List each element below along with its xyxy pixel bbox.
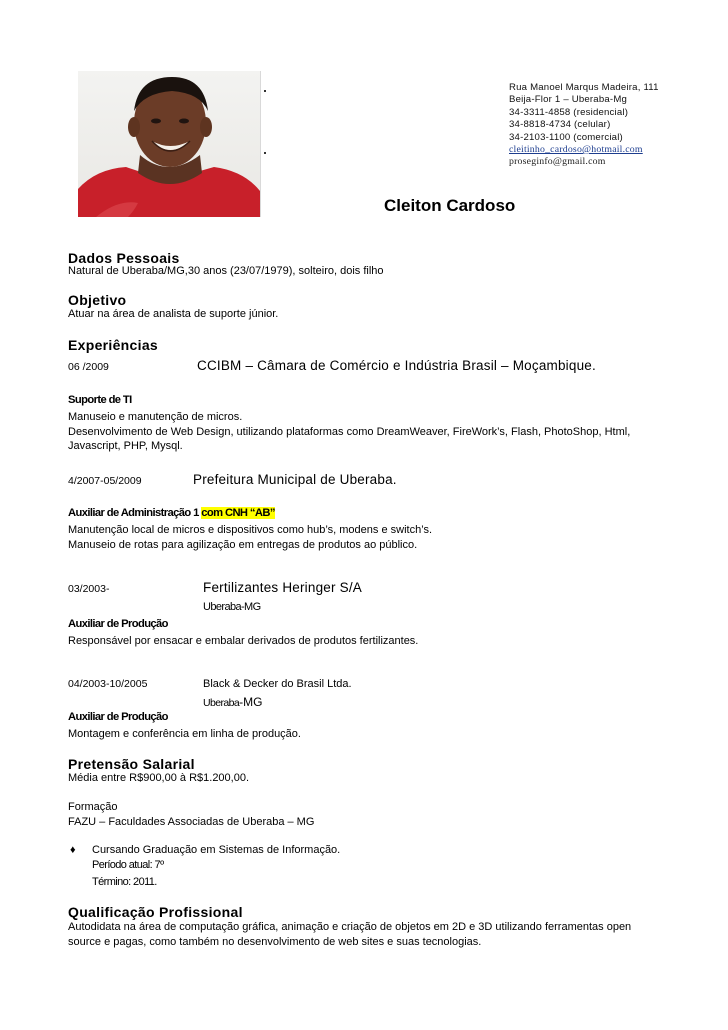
dot-mark bbox=[264, 152, 266, 154]
street: Rua Manoel Marqus Madeira, 111 bbox=[509, 82, 659, 93]
job-company: Black & Decker do Brasil Ltda. bbox=[203, 678, 352, 690]
personal-text: Natural de Uberaba/MG,30 anos (23/07/1979), solteiro, dois filho bbox=[68, 265, 384, 277]
job-line: Desenvolvimento de Web Design, utilizando plataformas como DreamWeaver, FireWork’s, Flash, PhotoShop, Html, bbox=[68, 425, 631, 438]
profile-photo bbox=[78, 71, 260, 217]
job-company: Fertilizantes Heringer S/A bbox=[203, 580, 363, 595]
job-description bbox=[68, 523, 432, 552]
job-description bbox=[68, 410, 630, 454]
objective-text: Atuar na área de analista de suporte júnior. bbox=[68, 308, 279, 320]
job-line: Manuseio de rotas para agilização em entregas de produtos ao público. bbox=[68, 538, 418, 551]
job-line: Javascript, PHP, Mysql. bbox=[68, 440, 183, 453]
qualification-heading: Qualificação Profissional bbox=[68, 904, 243, 920]
email-link[interactable]: cleitinho_cardoso@hotmail.com bbox=[509, 144, 643, 156]
job-company: Prefeitura Municipal de Uberaba. bbox=[193, 472, 397, 487]
objective-heading: Objetivo bbox=[68, 292, 127, 308]
district: Beija-Flor 1 – Uberaba-Mg bbox=[509, 94, 628, 106]
personal-heading: Dados Pessoais bbox=[68, 250, 180, 266]
salary-text: Média entre R$900,00 à R$1.200,00. bbox=[68, 772, 250, 784]
education-course: Cursando Graduação em Sistemas de Informação. bbox=[92, 844, 341, 856]
contact-block bbox=[509, 82, 659, 169]
job-date-suffix: - bbox=[105, 583, 110, 595]
phone-residential: 34-3311-4858 (residencial) bbox=[509, 106, 629, 118]
job-role: Auxiliar de Administração 1 bbox=[68, 507, 199, 519]
phone-cell: 34-8818-4734 (celular) bbox=[509, 119, 611, 131]
job-line: Manuseio e manutenção de micros. bbox=[68, 411, 243, 423]
bullet-icon: ♦ bbox=[70, 844, 76, 856]
job-location-state: -MG bbox=[239, 695, 263, 709]
qualification-line: source e pagas, como também no desenvolvimento de web sites e suas tecnologias. bbox=[68, 935, 482, 948]
job-role: Auxiliar de Produção bbox=[68, 711, 168, 723]
salary-heading: Pretensão Salarial bbox=[68, 756, 195, 772]
cnh-highlight: com CNH “AB” bbox=[201, 507, 275, 519]
qualification-line: Autodidata na área de computação gráfica, animação e criação de objetos em 2D e 3D utilizando ferramentas open bbox=[68, 921, 632, 933]
phone-commercial: 34-2103-1100 (comercial) bbox=[509, 131, 623, 143]
education-school: FAZU – Faculdades Associadas de Uberaba – MG bbox=[68, 816, 315, 828]
job-role: Auxiliar de Produção bbox=[68, 618, 168, 630]
job-role: Suporte de TI bbox=[68, 394, 132, 406]
dot-mark bbox=[264, 90, 266, 92]
education-label: Formação bbox=[68, 801, 118, 813]
job-date: 06 /2009 bbox=[68, 361, 109, 373]
job-date-line bbox=[68, 583, 109, 595]
job-line: Responsável por ensacar e embalar derivados de produtos fertilizantes. bbox=[68, 635, 419, 647]
job-location bbox=[203, 693, 262, 711]
job-role-line bbox=[68, 507, 275, 519]
job-date: 4/2007-05/2009 bbox=[68, 475, 142, 487]
job-line: Montagem e conferência em linha de produção. bbox=[68, 728, 301, 740]
full-name: Cleiton Cardoso bbox=[384, 196, 516, 215]
job-date: 04/2003-10/2005 bbox=[68, 678, 148, 690]
education-end: Término: 2011. bbox=[92, 876, 157, 888]
job-date: 03/2003 bbox=[68, 583, 106, 595]
job-location-city: Uberaba bbox=[203, 697, 240, 709]
job-location: Uberaba-MG bbox=[203, 601, 261, 613]
photo-divider bbox=[260, 71, 261, 217]
experience-heading: Experiências bbox=[68, 337, 158, 353]
education-period: Período atual: 7º bbox=[92, 859, 164, 871]
job-line: Manutenção local de micros e dispositivos como hub’s, modens e switch’s. bbox=[68, 524, 432, 536]
qualification-text bbox=[68, 920, 631, 949]
job-company: CCIBM – Câmara de Comércio e Indústria Brasil – Moçambique. bbox=[197, 358, 596, 373]
email-secondary: proseginfo@gmail.com bbox=[509, 156, 606, 168]
